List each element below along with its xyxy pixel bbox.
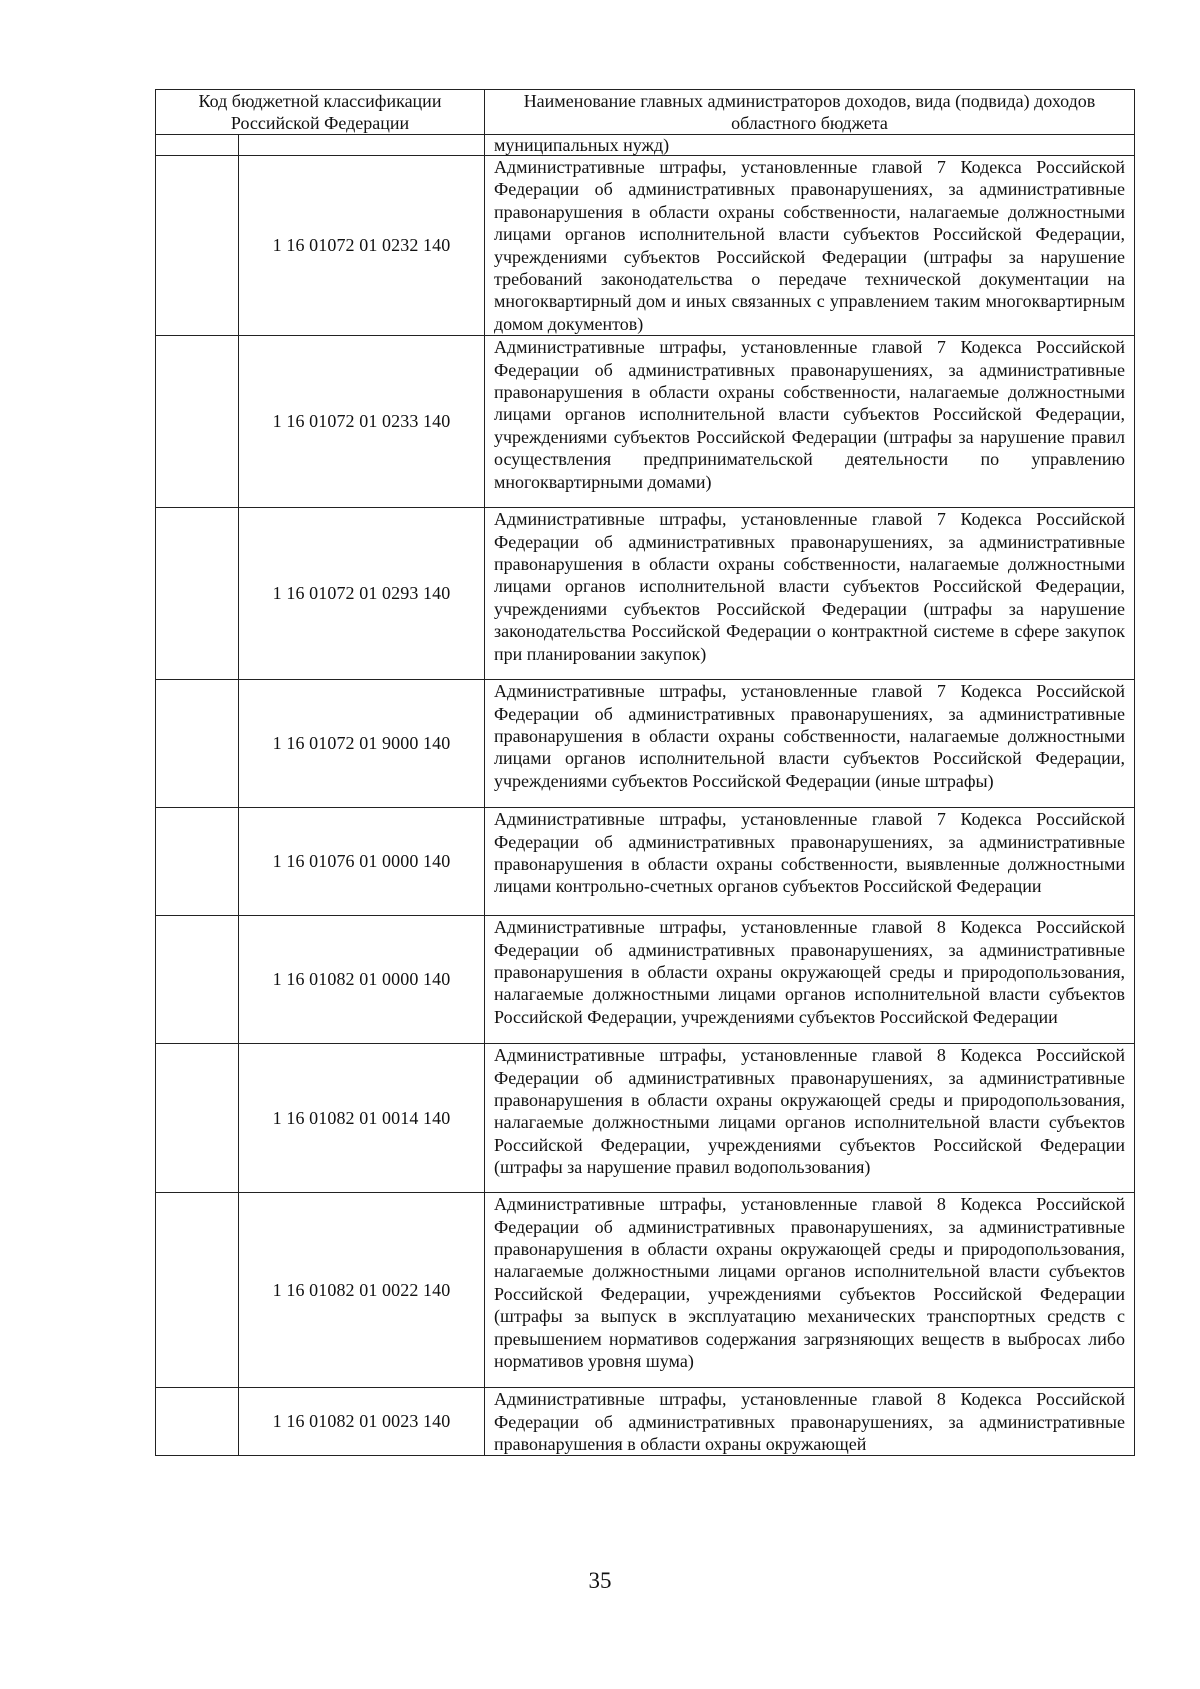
budget-code: 1 16 01082 01 0023 140 <box>239 1388 485 1456</box>
table-row <box>156 1193 1135 1388</box>
budget-code: 1 16 01072 01 0233 140 <box>239 336 485 508</box>
budget-code: 1 16 01082 01 0014 140 <box>239 1044 485 1193</box>
empty-cell <box>156 1388 239 1456</box>
empty-cell <box>156 508 239 680</box>
revenue-description: Административные штрафы, установленные главой 8 Кодекса Российской Федерации об административных правонарушениях, за административные правонарушения в области охраны окружающей среды и природопользования, налагаемые должностными лицами органов исполнительной власти субъектов Российской Федерации, учреждениями субъектов Российской Федерации <box>485 916 1135 1044</box>
continuation-row <box>156 135 1135 156</box>
table-row <box>156 508 1135 680</box>
table-row <box>156 336 1135 508</box>
empty-cell <box>156 680 239 808</box>
budget-code: 1 16 01076 01 0000 140 <box>239 808 485 916</box>
revenue-description: Административные штрафы, установленные главой 8 Кодекса Российской Федерации об административных правонарушениях, за административные правонарушения в области охраны окружающей среды и природопользования, налагаемые должностными лицами органов исполнительной власти субъектов Российской Федерации, учреждениями субъектов Российской Федерации (штрафы за выпуск в эксплуатацию механических транспортных средств с превышением нормативов содержания загрязняющих веществ в выбросах либо нормативов уровня шума) <box>485 1193 1135 1388</box>
header-name-column: Наименование главных администраторов доходов, вида (подвида) доходов областного бюджета <box>485 90 1135 135</box>
empty-cell <box>156 135 239 156</box>
header-code-column: Код бюджетной классификации Российской Федерации <box>156 90 485 135</box>
table-row <box>156 808 1135 916</box>
budget-code: 1 16 01072 01 0293 140 <box>239 508 485 680</box>
empty-cell <box>156 808 239 916</box>
table-row <box>156 916 1135 1044</box>
budget-code: 1 16 01082 01 0000 140 <box>239 916 485 1044</box>
continuation-text: муниципальных нужд) <box>485 135 1135 156</box>
empty-cell <box>239 135 485 156</box>
revenue-description: Административные штрафы, установленные главой 7 Кодекса Российской Федерации об административных правонарушениях, за административные правонарушения в области охраны собственности, налагаемые должностными лицами органов исполнительной власти субъектов Российской Федерации, учреждениями субъектов Российской Федерации (штрафы за нарушение законодательства Российской Федерации о контрактной системе в сфере закупок при планировании закупок) <box>485 508 1135 680</box>
revenue-description: Административные штрафы, установленные главой 8 Кодекса Российской Федерации об административных правонарушениях, за административные правонарушения в области охраны окружающей среды и природопользования, налагаемые должностными лицами органов исполнительной власти субъектов Российской Федерации, учреждениями субъектов Российской Федерации (штрафы за нарушение правил водопользования) <box>485 1044 1135 1193</box>
table-row <box>156 1388 1135 1456</box>
budget-classification-table <box>155 89 1135 1456</box>
revenue-description: Административные штрафы, установленные главой 7 Кодекса Российской Федерации об административных правонарушениях, за административные правонарушения в области охраны собственности, выявленные должностными лицами контрольно-счетных органов субъектов Российской Федерации <box>485 808 1135 916</box>
empty-cell <box>156 1044 239 1193</box>
revenue-description: Административные штрафы, установленные главой 7 Кодекса Российской Федерации об административных правонарушениях, за административные правонарушения в области охраны собственности, налагаемые должностными лицами органов исполнительной власти субъектов Российской Федерации, учреждениями субъектов Российской Федерации (иные штрафы) <box>485 680 1135 808</box>
budget-code: 1 16 01072 01 9000 140 <box>239 680 485 808</box>
table-row <box>156 1044 1135 1193</box>
table-header-row <box>156 90 1135 135</box>
revenue-description: Административные штрафы, установленные главой 8 Кодекса Российской Федерации об административных правонарушениях, за административные правонарушения в области охраны окружающей <box>485 1388 1135 1456</box>
page-number: 35 <box>588 1568 612 1593</box>
empty-cell <box>156 1193 239 1388</box>
revenue-description: Административные штрафы, установленные главой 7 Кодекса Российской Федерации об административных правонарушениях, за административные правонарушения в области охраны собственности, налагаемые должностными лицами органов исполнительной власти субъектов Российской Федерации, учреждениями субъектов Российской Федерации (штрафы за нарушение требований законодательства о передаче технической документации на многоквартирный дом и иных связанных с управлением таким многоквартирным домом документов) <box>485 156 1135 336</box>
budget-code: 1 16 01072 01 0232 140 <box>239 156 485 336</box>
table-row <box>156 156 1135 336</box>
budget-code: 1 16 01082 01 0022 140 <box>239 1193 485 1388</box>
revenue-description: Административные штрафы, установленные главой 7 Кодекса Российской Федерации об административных правонарушениях, за административные правонарушения в области охраны собственности, налагаемые должностными лицами органов исполнительной власти субъектов Российской Федерации, учреждениями субъектов Российской Федерации (штрафы за нарушение правил осуществления предпринимательской деятельности по управлению многоквартирными домами) <box>485 336 1135 508</box>
empty-cell <box>156 156 239 336</box>
table-row <box>156 680 1135 808</box>
empty-cell <box>156 916 239 1044</box>
empty-cell <box>156 336 239 508</box>
